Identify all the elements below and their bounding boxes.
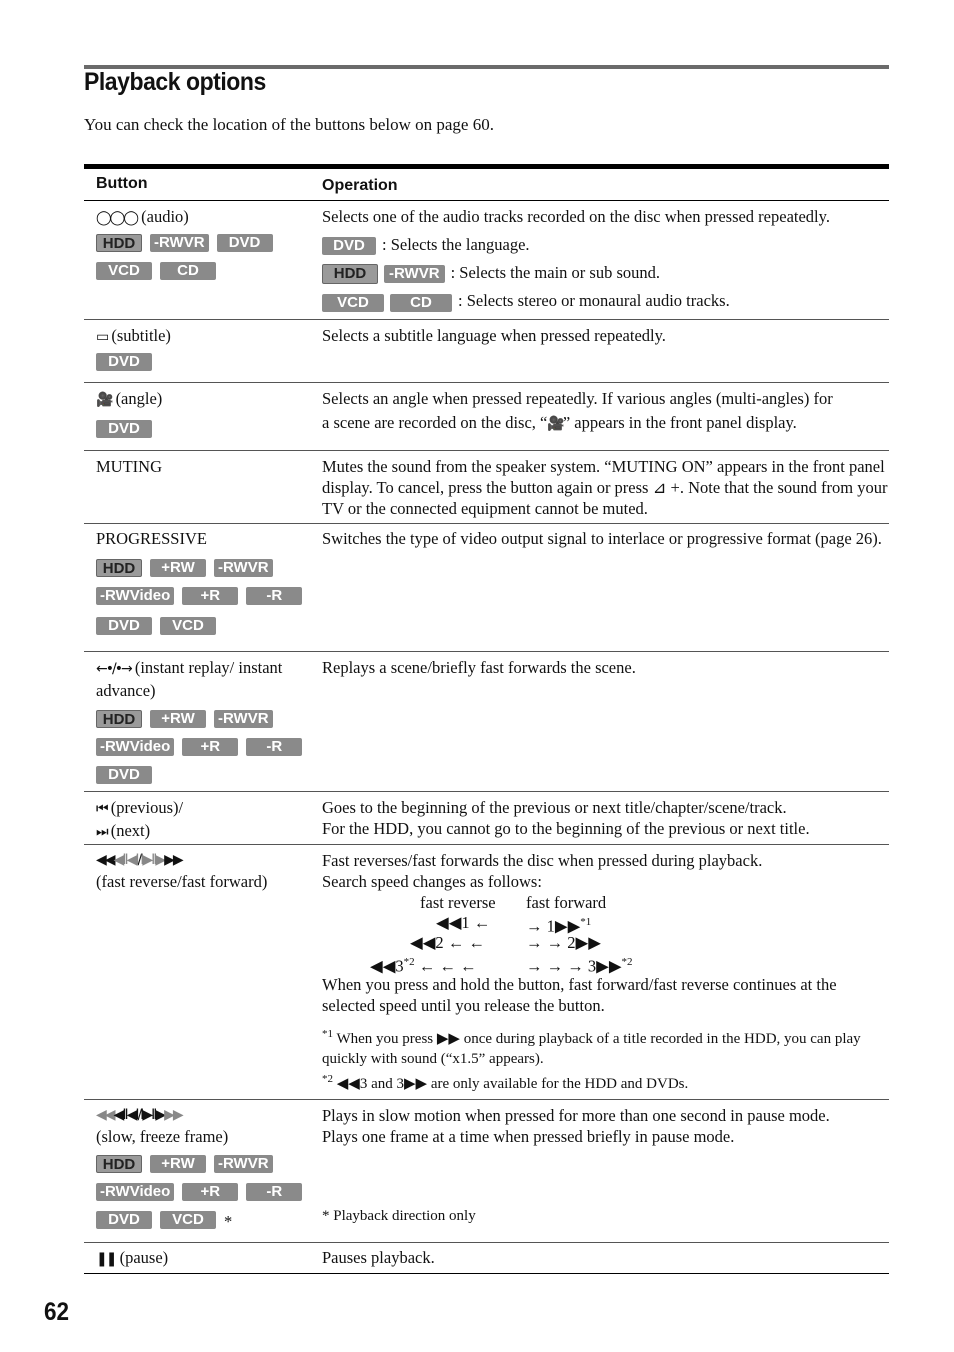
badge-dvd: DVD: [217, 234, 273, 252]
slow-freeze-icon: ◀◀◀II◀I/I▶II▶▶▶: [96, 1107, 182, 1123]
table-row: MUTING Mutes the sound from the speaker system. “MUTING ON” appears in the front panel display. To cancel, press the button again or press ⊿ +. Note that the sound from your TV or the connected equipment cannot be muted.: [84, 451, 889, 524]
subtitle-icon: ▭: [96, 329, 108, 345]
table-row: ◀◀◀II◀I/I▶II▶▶▶ (slow, freeze frame) HDD +RW -RWVR -RWVideo +R -R DVD VCD * Plays in slow motion when pressed for more than one second in pause mode. Plays one frame at a time when pressed briefly in pause mode. * Playback direction only: [84, 1100, 889, 1243]
table-header: [84, 169, 889, 201]
table-row: ←•/•→ (instant replay/ instant advance) HDD +RW -RWVR -RWVideo +R -R DVD Replays a scene/briefly fast forwards the scene.: [84, 652, 889, 792]
badge-hdd: HDD: [96, 234, 142, 252]
badge-vcd: VCD: [96, 262, 152, 280]
page-number: 62: [44, 1298, 70, 1326]
pause-icon: ❚❚: [96, 1251, 116, 1267]
angle-icon: 🎥: [547, 416, 563, 432]
angle-icon: 🎥: [96, 392, 112, 408]
header-button: Button: [96, 175, 148, 192]
table-row: ⏮ (previous)/ ⏭ (next) Goes to the beginning of the previous or next title/chapter/scene/track. For the HDD, you cannot go to the beginning of the previous or next title.: [84, 792, 889, 845]
playback-options-table: [84, 164, 889, 1274]
fast-reverse-forward-icon: ◀◀◀II◀I/I▶II▶▶▶: [96, 852, 182, 868]
speed-diagram: fast reverse fast forward ◀◀1 ← → 1▶▶$^{*1}$ ◀◀2 ← ← → → 2▶▶ ◀◀3$^{*2}$ ← ← ← → → → 3▶▶$^{*2}$: [370, 893, 633, 976]
intro-text: You can check the location of the buttons below on page 60.: [84, 115, 494, 134]
instant-replay-icon: ←•/•→: [96, 661, 131, 677]
header-operation: Operation: [322, 177, 398, 194]
previous-icon: ⏮: [96, 801, 107, 817]
audio-icon: ◯◯◯: [96, 210, 138, 226]
table-row: ▭ (subtitle) DVD Selects a subtitle language when pressed repeatedly.: [84, 320, 889, 383]
table-row: ◀◀◀II◀I/I▶II▶▶▶ (fast reverse/fast forward) Fast reverses/fast forwards the disc when pressed during playback. Search speed changes as follows: fast reverse fast forward ◀◀1 ← → 1▶▶$^{*1}$ ◀◀2 ← ← → → 2▶▶ ◀◀3$^{*2}$ ← ← ← → → → 3▶▶$^{*2}$ When you press and hold the button, fast forward/fast reverse continues at the selected speed until you release the button. $^{*1}$ When you press ▶▶ once during playback of a title recorded in the HDD, you can play quickly with sound (“x1.5” appears). $^{*2}$ ◀◀3 and 3▶▶ are only available for the HDD and DVDs.: [84, 845, 889, 1100]
page-title: Playback options: [84, 68, 266, 96]
table-row: ◯◯◯ (audio) HDD -RWVR DVD VCD CD Selects one of the audio tracks recorded on the disc when pressed repeatedly. DVD : Selects the language. HDD -RWVR : Selects the main or sub sound. VCD CD : Selects stereo or monaural audio tracks.: [84, 201, 889, 320]
table-row: PROGRESSIVE HDD +RW -RWVR -RWVideo +R -R DVD VCD Switches the type of video output signal to interlace or progressive format (page 26).: [84, 524, 889, 652]
next-icon: ⏭: [96, 824, 107, 840]
subtitle-op: Selects a subtitle language when pressed repeatedly.: [322, 326, 666, 345]
audio-op: Selects one of the audio tracks recorded on the disc when pressed repeatedly.: [322, 207, 830, 226]
table-row: 🎥 (angle) DVD Selects an angle when pressed repeatedly. If various angles (multi-angles) for a scene are recorded on the disc, “🎥” appears in the front panel display.: [84, 383, 889, 451]
table-row: ❚❚ (pause) Pauses playback.: [84, 1243, 889, 1274]
badge-cd: CD: [160, 262, 216, 280]
badge-rwvr: -RWVR: [150, 234, 209, 252]
